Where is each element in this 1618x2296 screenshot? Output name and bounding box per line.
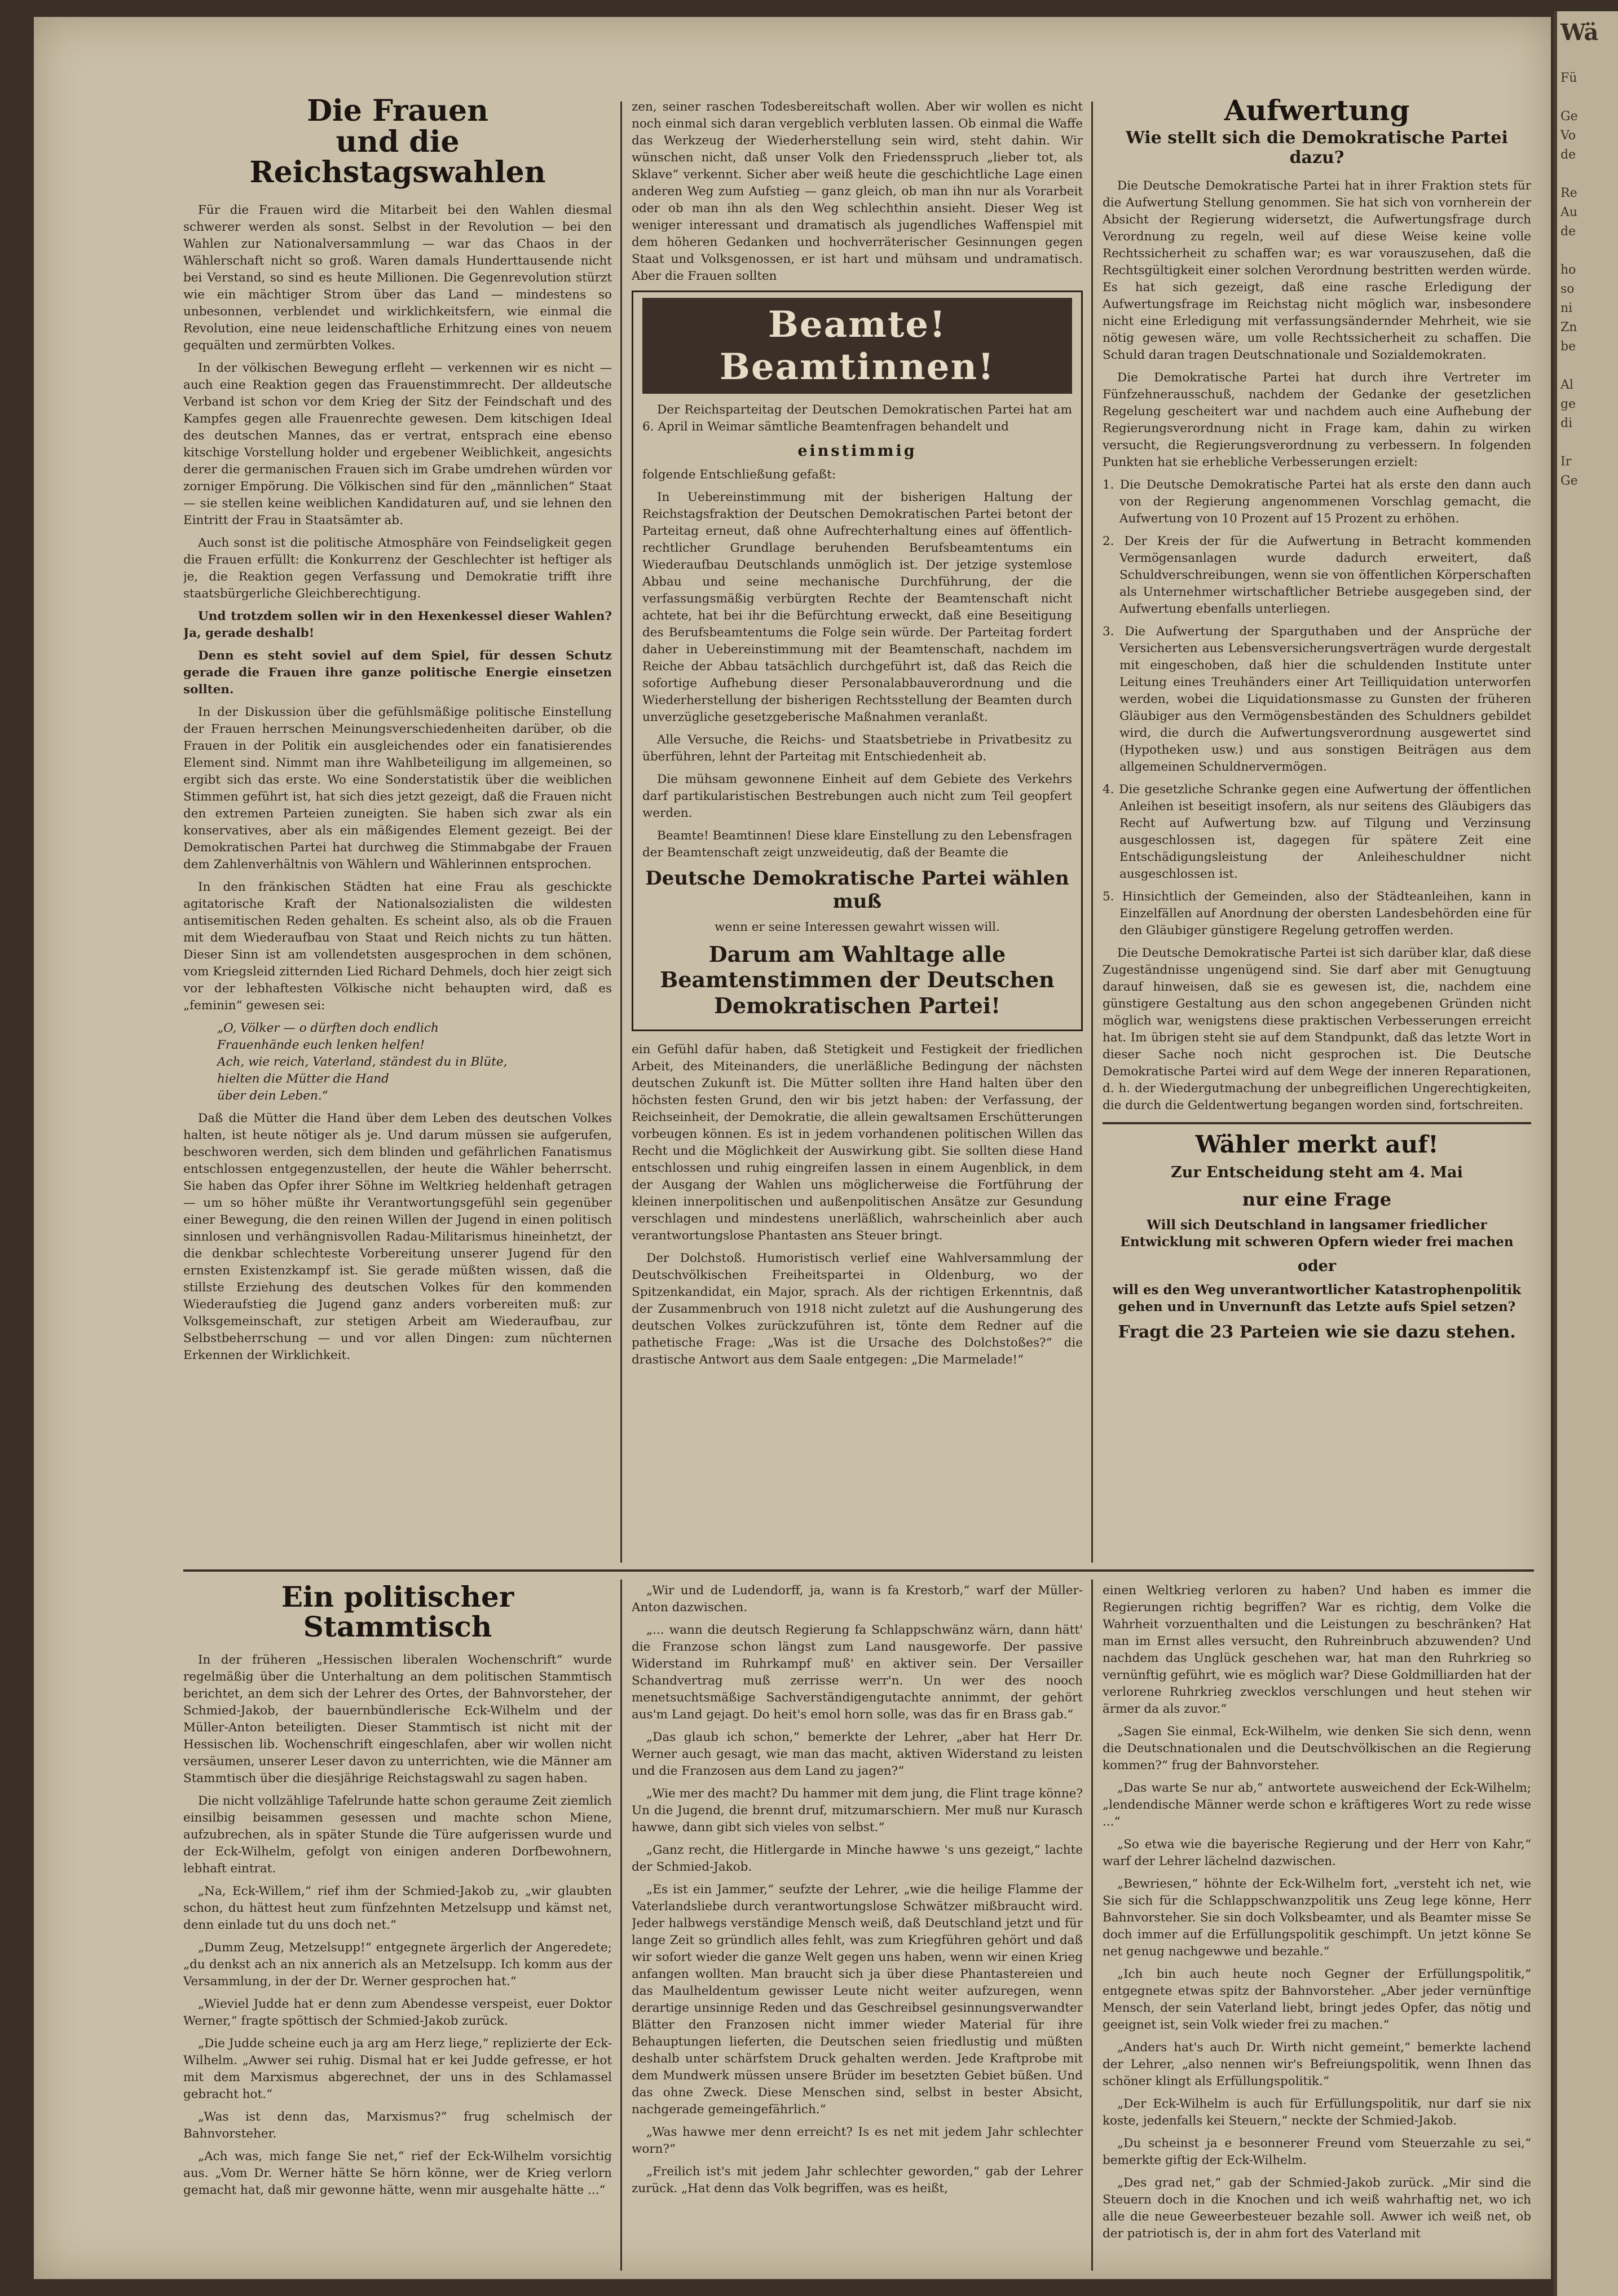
table-p5: „Wieviel Judde hat er denn zum Abendesse verspeist, euer Doktor Werner,“ fragte spöttisch der Schmied-Jakob zurück. [183,1997,612,2028]
edge-fragment: Re [1560,186,1577,200]
edge-fragment: de [1560,225,1576,239]
section-rule [1103,1122,1531,1124]
officials-p2: Alle Versuche, die Reichs- und Staatsbetriebe in Privatbesitz zu überführen, lehnt der Parteitag mit Entschiedenheit ab. [642,733,1072,764]
voters-line6: Fragt die 23 Parteien wie sie dazu stehen. [1118,1322,1516,1342]
edge-fragment: Vo [1560,129,1576,143]
table-c3p10: „Des grad net,“ gab der Schmied-Jakob zurück. „Mir sind die Steuern doch in die Knochen und ich weiß wahrhaftig net, wo ich alle die neue Geweerbesteuer bezahle soll. Awwer ich weiß net, ob der patriotisch is, der in ahm fort des Vaterland mit [1103,2176,1531,2241]
col2-bottom-p2: Der Dolchstoß. Humoristisch verlief eine Wahlversammlung der Deutschvölkischen Freiheitspartei in Oldenburg, wo der Spitzenkandidat, ein Major, sprach. Als der richtigen Erkenntnis, daß der Zusammenbruch von 1918 nicht zuletzt auf die Aushungerung des deutschen Volkes zurückzuführen ist, tönte dem Redner auf die pathetische Frage: „Was ist die Ursache des Dolchstoßes?“ die drastische Antwort aus dem Saale entgegen: „Die Marmelade!“ [632,1251,1083,1367]
revaluation-p1: Die Deutsche Demokratische Partei hat in ihrer Fraktion stets für die Aufwertung Stellung genommen. Sie hat sich von vornherein der Absicht der Regierung widersetzt, die Aufwertungsfrage durch Verordnung zu regeln, weil auf diese Weise keine volle Rechtssicherheit zu schaffen war; es war vorauszusehen, daß die Rechtsgültigkeit einer solchen Verordnung bestritten werden würde. Es hat sich gezeigt, daß eine rasche Erledigung der Aufwertungsfrage im Reichstag nicht möglich war, insbesondere nicht eine Erledigung mit verfassungsändernder Mehrheit, wie sie nötig gewesen wäre, um volle Rechtssicherheit zu schaffen. Die Schuld daran tragen Deutschnationale und Sozialdemokraten. [1103,178,1531,362]
article-table-col2 [632,1582,1083,2271]
table-c2p2: „... wann die deutsch Regierung fa Schlappschwänz wärn, dann hätt' die Franzose schon längst zum Land nausgeworfe. Der passive Widerstand im Ruhrkampf muß' en aktiver sein. Der Versailler Schandvertrag muß zerrisse werr'n. Un wer des nooch menetsuchtsmäßige Sachverständigengutachte annimmt, der gehört aus'm Land gejagt. Do heit's emol horn solle, was das fir en Brass gab.“ [632,1623,1083,1722]
article-women-title-1: Die Frauen [307,96,488,128]
revaluation-title: Aufwertung [1224,96,1410,127]
table-p8: „Ach was, mich fange Sie net,“ rief der Eck-Wilhelm vorsichtig aus. „Vom Dr. Werner hätte Se hörn könne, wer de Krieg verlorn gemacht hat, daß mir gewonne hätte, wenn mir ausgehalte hätte ...“ [183,2149,612,2197]
article-women-p7: In den fränkischen Städten hat eine Frau als geschickte agitatorische Kraft der Nationalsozialisten die wildesten antisemitischen Reden gehalten. Es scheint also, als ob die Frauen mit dem Wiederaufbau von Staat und Reich nichts zu tun hätten. Dieser Sinn ist am vollendetsten ausgesprochen in dem schönen, vom Kriegsleid zitternden Lied Richard Dehmels, doch hier zeigt sich vor der lebhaftesten Völkische nicht behaupten wird, daß es „feminin“ gewesen sei: [183,879,612,1013]
table-c2p8: „Freilich ist's mit jedem Jahr schlechter geworden,“ gab der Lehrer zurück. „Hat denn das Volk begriffen, was es heißt, [632,2165,1083,2196]
officials-box [632,291,1083,1031]
article-women-p1: Für die Frauen wird die Mitarbeit bei den Wahlen diesmal schwerer werden als sonst. Selbst in der Revolution — bei den Wahlen zur Nationalversammlung — war das Chaos in der Wählerschaft nicht so groß. Waren damals Hunderttausende nicht bei Verstand, so sind es heute Millionen. Die Gegenrevolution stürzt wie ein mächtiger Strom über das Land — mindestens so unbesonnen, verblendet und wirklichkeitsfern, wie einmal die Revolution, eine neue leidenschaftliche Erhitzung eines von neuem gequälten und zermürbten Volkes. [183,203,612,353]
table-p4: „Dumm Zeug, Metzelsupp!“ entgegnete ärgerlich der Angeredete; „du denkst ach an nix annerich als an Metzelsupp. Ich komm aus der Versammlung, in der der Dr. Werner gesprochen hat.“ [183,1941,612,1989]
edge-fragments [1557,11,1618,495]
table-p7: „Was ist denn das, Marxismus?“ frug schelmisch der Bahnvorsteher. [183,2110,612,2141]
edge-fragment: ge [1560,397,1576,411]
revaluation-item: 1. Die Deutsche Demokratische Partei hat als erste den dann auch von der Regierung angenommenen Vorschlag gemacht, die Aufwertung von 10 Prozent auf 15 Prozent zu erhöhen. [1103,477,1531,526]
table-c2p4: „Wie mer des macht? Du hammer mit dem jung, die Flint trage könne? Un die Jugend, die brennt druf, mitzumarschiern. Mer muß nur Kurasch hawwe, dann gibt sich vieles von selbst.“ [632,1787,1083,1835]
article-revaluation [1103,96,1531,1563]
article-women-p8: Daß die Mütter die Hand über dem Leben des deutschen Volkes halten, ist heute nötiger als je. Und darum müssen sie aufgerufen, beschworen werden, sich dem blinden und gefährlichen Fanatismus entschlossen entgegenzustellen, der heute die Wähler beherrscht. Sie haben das Opfer ihrer Söhne im Weltkrieg heldenhaft getragen — um so höher müßte ihr Verantwortungsgefühl sein gegenüber einer Bewegung, die den reinen Willen der Jugend in einen politisch sinnlosen und verhängnisvollen Radau-Militarismus hineinhetzt, der die denkbar schlechteste Vorbereitung unserer Jugend für den ernsten Existenzkampf ist. Sie gerade müßten wissen, daß die stillste Erziehung des deutschen Volkes für den kommenden Wiederaufstieg die Jugend ganz anders vorbereiten muß: zur Volksgemeinschaft, zur stetigen Arbeit am Wiederaufbau, zur Selbstbeherrschung — und vor allen Dingen: zum nüchternen Erkennen der Wirklichkeit. [183,1111,612,1362]
edge-fragment: Al [1560,378,1573,392]
table-c3p4: „So etwa wie die bayerische Regierung und der Herr von Kahr,“ warf der Lehrer lächelnd dazwischen. [1103,1837,1531,1868]
article-women-p5: Denn es steht soviel auf dem Spiel, für dessen Schutz gerade die Frauen ihre ganze politische Energie einsetzen sollten. [183,648,612,697]
table-c3p6: „Ich bin auch heute noch Gegner der Erfüllungspolitik,“ entgegnete etwas spitz der Bahnvorsteher. „Aber jeder vernünftige Mensch, der sein Vaterland liebt, bringt jedes Opfer, das nötig und geeignet ist, sein Volk wieder frei zu machen.“ [1103,1967,1531,2032]
officials-p4: Beamte! Beamtinnen! Diese klare Einstellung zu den Lebensfragen der Beamtenschaft zeigt unzweideutig, daß der Beamte die [642,829,1072,860]
table-c3p5: „Bewriesen,“ höhnte der Eck-Wilhelm fort, „versteht ich net, wie Sie sich für die Schlappschwanzpolitik uns Zeug lege könne, Herr Bahnvorsteher. Sie sin doch Volksbeamter, und als Beamter misse Se doch immer auf die Erfüllungspolitik geschimpft. Un jetzt könne Se net genug nachgewwe und bezahle.“ [1103,1877,1531,1959]
edge-fragment: Fü [1560,71,1577,85]
officials-big1: Deutsche Demokratische Partei wählen muß [645,867,1069,913]
edge-fragment [1560,433,1618,452]
table-c3p3: „Das warte Se nur ab,“ antwortete ausweichend der Eck-Wilhelm; „lendendische Männer werde schon e kräftigeres Wort zu rede wisse ...“ [1103,1781,1531,1829]
edge-fragment: ni [1560,301,1573,315]
article-table-col3 [1103,1582,1531,2271]
edge-fragment: Au [1560,205,1578,219]
table-c3p9: „Du scheinst ja e besonnerer Freund vom Steuerzahle zu sei,“ bemerkte giftig der Eck-Wilhelm. [1103,2136,1531,2167]
officials-big2: Darum am Wahltage alle Beamtenstimmen der Deutschen Demokratischen Partei! [660,941,1055,1018]
voters-line4: oder [1297,1257,1337,1275]
article-women [183,96,612,1540]
officials-intro2: folgende Entschließung gefaßt: [642,468,836,482]
table-p1: In der früheren „Hessischen liberalen Wochenschrift“ wurde regelmäßig über die Unterhaltung an dem politischen Stammtisch berichtet, an dem sich der Lehrer des Ortes, der Bahnvorsteher, der Schmied-Jakob, der bauernbündlerische Eck-Wilhelm und der Müller-Anton beteiligten. Dieser Stammtisch ist nicht mit der Hessischen lib. Wochenschrift eingeschlafen, aber wir wollen nicht versäumen, unserer Leser davon zu unterrichten, wie die Männer am Stammtisch über die diesjährige Reichstagswahl zu sagen haben. [183,1653,612,1785]
voters-line1: Zur Entscheidung steht am 4. Mai [1171,1163,1463,1181]
article-women-p2: In der völkischen Bewegung erfleht — verkennen wir es nicht — auch eine Reaktion gegen das Frauenstimmrecht. Der alldeutsche Verband ist schon vor dem Krieg der Sitz der Feindschaft und des Kampfes gegen alle Frauenrechte gewesen. Dem kitschigen Ideal des deutschen Mannes, das er vertrat, entsprach eine ebenso kitschige Vorstellung holder und ergebener Weiblichkeit, angesichts derer die germanischen Frauen sich im Grabe umdrehen würden vor zorniger Empörung. Die Völkischen sind für den „männlichen“ Staat — sie stellen keine weiblichen Kandidaturen auf, und sie lehnen den Eintritt der Frau in Staatsämter ab. [183,360,612,527]
col2-bottom-p1: ein Gefühl dafür haben, daß Stetigkeit und Festigkeit der friedlichen Arbeit, des Miteinanders, die unerläßliche Bedingung der nächsten deutschen Zukunft ist. Die Mütter sollten ihre Hand halten über den höchsten festen Grund, den wir bis jetzt haben: der Verfassung, der Reichseinheit, der Demokratie, die allein gewaltsamen Erschütterungen vorbeugen können. Es ist in jedem vorhandenen politischen Willen das Recht und die Möglichkeit der Auswirkung gibt. Sie sollten diese Hand entschlossen und ruhig eingreifen lassen in einem Augenblick, in dem der Ausgang der Wahlen uns möglicherweise die Fortführung der kleinen innerpolitischen und außenpolitischen Ansätze zur Gesundung verschlagen und mindestens unerläßlich, wahrscheinlich aber auch verantwortungslose Phantasten ans Steuer bringt. [632,1043,1083,1243]
officials-unanimous: einstimmig [797,442,917,460]
edge-fragment: Ir [1560,455,1572,469]
table-c2p5: „Ganz recht, die Hitlergarde in Minche hawwe 's uns gezeigt,“ lachte der Schmied-Jakob. [632,1843,1083,1874]
officials-p3: Die mühsam gewonnene Einheit auf dem Gebiete des Verkehrs darf partikularistischen Bestrebungen auch nicht zum Teil geopfert werden. [642,772,1072,821]
newspaper-page [34,17,1551,2279]
article-table-col1 [183,1582,612,2271]
column-rule [620,102,622,1563]
revaluation-item: 3. Die Aufwertung der Sparguthaben und der Ansprüche der Versicherten aus Lebensversicherungsverträgen wurde dergestalt mit eingeschoben, daß hier die schuldenden Institute unter Leitung eines Treuhänders einer Art Teilliquidation unterworfen werden, wobei die Liquidationsmasse zu Gunsten der früheren Gläubiger aus den Vermögensbeständen des Schuldners gebildet wird, die durch die Aufwertungsverordnung ausgewertet sind (Hypotheken usw.) und aus sonstigen Beiträgen aus dem allgemeinen Schuldnervermögen. [1103,624,1531,774]
column-rule [1091,102,1093,1563]
voters-line5: will es den Weg unverantwortlicher Katastrophenpolitik gehen und in Unvernunft das Letzte aufs Spiel setzen? [1112,1282,1522,1315]
voters-box [1103,1132,1531,1343]
officials-p5: wenn er seine Interessen gewahrt wissen will. [715,920,1000,934]
voters-title: Wähler merkt auf! [1195,1130,1439,1158]
edge-fragment [1560,165,1618,184]
table-p2: Die nicht vollzählige Tafelrunde hatte schon geraume Zeit ziemlich einsilbig beisammen gesessen und machte schon Miene, aufzubrechen, als in später Stunde die Türe aufgerissen wurde und der Eck-Wilhelm, gefolgt von einigen anderen Dorfbewohnern, lebhaft eintrat. [183,1794,612,1876]
edge-fragment: Wä [1560,19,1599,46]
officials-banner: Beamte! Beamtinnen! [642,298,1072,394]
officials-intro: Der Reichsparteitag der Deutschen Demokratischen Partei hat am 6. April in Weimar sämtliche Beamtenfragen behandelt und [642,403,1072,434]
edge-fragment: Ge [1560,474,1578,488]
table-c3p1: einen Weltkrieg verloren zu haben? Und haben es immer die Regierungen richtig begriffen? War es richtig, dem Volke die Wahrheit vorzuenthalten und die Leistungen zu beschränken? Hat man im Ernst alles versucht, den Ruhreinbruch abzuwenden? Und nachdem das Unglück geschehen war, hat man den Ruhrkrieg so vernünftig geführt, wie es möglich war? Diese Goldmilliarden hat der verlorene Ruhrkrieg zwecklos verschlungen und heut stehen wir ärmer da als zuvor.“ [1103,1584,1531,1716]
edge-fragment: Zn [1560,320,1577,335]
edge-fragment [1560,357,1618,376]
col2-top-text: zen, seiner raschen Todesbereitschaft wollen. Aber wir wollen es nicht noch einmal sich daran vergeblich verbluten lassen. Ob einmal die Waffe das Werkzeug der Wiederherstellung sein wird, steht dahin. Wir wünschen nicht, daß unser Volk den Friedensspruch „lieber tot, als Sklave“ verkennt. Sicher aber weiß heute die geschichtliche Lage einen anderen Weg zum Aufstieg — ganz gleich, ob man ihn nur als Vorarbeit oder ob man ihn als den Weg schlechthin ansieht. Dieser Weg ist weniger interessant und dramatisch als jugendliches Waffenspiel mit dem höheren Gedanken und hochverräterischer Gesinnungen gegen Staat und Volksgenossen, er ist hart und mühsam und undramatisch. Aber die Frauen sollten [632,100,1083,283]
revaluation-item: 5. Hinsichtlich der Gemeinden, also der Städteanleihen, kann in Einzelfällen auf Anordnung der obersten Landesbehörden eine für den Gläubiger günstigere Regelung getroffen werden. [1103,889,1531,938]
section-rule [183,1569,1534,1572]
table-c2p6: „Es ist ein Jammer,“ seufzte der Lehrer, „wie die heilige Flamme der Vaterlandsliebe durch verantwortungslose Schwätzer mißbraucht wird. Jeder halbwegs verständige Mensch weiß, daß Deutschland jetzt und für lange Zeit so gründlich alles fehlt, was zum Kriegführen gehört und daß wir sofort wieder die ganze Welt gegen uns haben, wenn wir einen Krieg anfangen wollten. Man braucht sich ja über diese Phantastereien und das Maulheldentum gewisser Leute nicht weiter aufzuregen, wenn derartige unsinnige Reden und das Geschreibsel gesinnungsverwandter Blätter den Franzosen nicht immer wieder Material für ihre Behauptungen lieferten, die Deutschen seien friedlustig und müßten deshalb unter schärfstem Druck gehalten werden. Jede Kraftprobe mit dem Mundwerk müssen unsere Brüder im besetzten Gebiet büßen. Und das ohne Zweck. Diese Menschen sind, selbst in bester Absicht, nachgerade gemeingefährlich.“ [632,1882,1083,2117]
officials-p1: In Uebereinstimmung mit der bisherigen Haltung der Reichstagsfraktion der Deutschen Demokratischen Partei betont der Parteitag erneut, daß ohne Aufrechterhaltung eines auf öffentlich-rechtlicher Grundlage beruhenden Berufsbeamtentums ein Wiederaufbau Deutschlands unmöglich ist. Der jetzige systemlose Abbau und seine mechanische Durchführung, der die verfassungsmäßig verbürgten Rechte der Beamtenschaft nicht achtete, hat bei ihr die Befürchtung erweckt, daß eine Beseitigung des Berufsbeamtentums die Folge sein würde. Der Parteitag fordert daher in Uebereinstimmung mit der Beamtenschaft, nachdem im Reiche der Abbau tatsächlich durchgeführt ist, daß das Reich die sofortige Aufhebung dieser Personalabbauverordnung und die Wiederherstellung der bisherigen Rechtsstellung der Beamten durch unverzügliche gesetzgeberische Maßnahmen veranlaßt. [642,490,1072,725]
edge-fragment: be [1560,340,1576,354]
revaluation-item: 2. Der Kreis der für die Aufwertung in Betracht kommenden Vermögensanlagen wurde dadurch erweitert, daß Schuldverschreibungen, wenn sie von öffentlichen Körperschaften als Unternehmer wirtschaftlicher Betriebe ausgegeben sind, der Aufwertung ebenfalls unterliegen. [1103,534,1531,616]
edge-fragment [1560,50,1618,69]
table-c3p7: „Anders hat's auch Dr. Wirth nicht gemeint,“ bemerkte lachend der Lehrer, „also nennen wir's Befreiungspolitik, wenn Ihnen das schöner klingt als Erfüllungspolitik.“ [1103,2040,1531,2088]
table-c2p1: „Wir und de Ludendorff, ja, wann is fa Krestorb,“ warf der Müller-Anton dazwischen. [632,1584,1083,1615]
article-women-p3: Auch sonst ist die politische Atmosphäre von Feindseligkeit gegen die Frauen erfüllt: die Konkurrenz der Geschlechter ist heftiger als je, die Reaktion gegen Verfassung und Demokratie trifft ihre staatsbürgerliche Gleichberechtigung. [183,535,612,601]
edge-fragment [1560,241,1618,261]
edge-fragment: Ge [1560,109,1578,124]
article-women-p4: Und trotzdem sollen wir in den Hexenkessel dieser Wahlen? Ja, gerade deshalb! [183,609,612,640]
article-women-p6: In der Diskussion über die gefühlsmäßige politische Einstellung der Frauen herrschen Meinungsverschiedenheiten darüber, ob die Frauen in der Politik ein ausgleichendes oder ein fanatisierendes Element sind. Nimmt man ihre Wahlbeteiligung im allgemeinen, so ergibt sich das erste. Wo eine Sonderstatistik über die weiblichen Stimmen geführt ist, hat sich dies jetzt gezeigt, daß die Frauen nicht den extremen Parteien zuneigten. Sie haben sich zwar als ein konservatives, aber als ein mäßigendes Element gezeigt. Bei der Demokratischen Partei hat durchweg die Stimmabgabe der Frauen dem Zahlenverhältnis von Wählern und Wählerinnen entsprochen. [183,705,612,872]
edge-fragment: di [1560,416,1573,430]
table-c3p8: „Der Eck-Wilhelm is auch für Erfüllungspolitik, nur darf sie nix koste, jedenfalls kei Steuern,“ neckte der Schmied-Jakob. [1103,2097,1531,2128]
edge-fragment [1560,88,1618,107]
edge-fragment: ho [1560,263,1576,277]
table-title: Ein politischer Stammtisch [281,1582,514,1643]
revaluation-subtitle: Wie stellt sich die Demokratische Partei dazu? [1126,127,1508,168]
revaluation-p3: Die Deutsche Demokratische Partei ist sich darüber klar, daß diese Zugeständnisse ungenügend sind. Sie darf aber mit Genugtuung darauf hinweisen, daß sie es gewesen ist, die, nachdem eine günstigere Gestaltung aus den schon angegebenen Gründen nicht möglich war, wenigstens diese praktischen Verbesserungen erreicht hat. Im übrigen steht sie auf dem Standpunkt, daß das letzte Wort in dieser Sache noch nicht gesprochen ist. Die Deutsche Demokratische Partei wird auf dem Wege der inneren Reparationen, d. h. der Wiedergutmachung der unbegreiflichen Ungerechtigkeiten, die durch die Geldentwertung begangen worden sind, fortschreiten. [1103,945,1531,1112]
voters-line3: Will sich Deutschland in langsamer friedlicher Entwicklung mit schweren Opfern wieder frei machen [1120,1217,1514,1250]
article-women-title-2: und die Reichstagswahlen [249,124,546,190]
table-c2p7: „Was hawwe mer denn erreicht? Is es net mit jedem Jahr schlechter worn?“ [632,2125,1083,2156]
table-p3: „Na, Eck-Willem,“ rief ihm der Schmied-Jakob zu, „wir glaubten schon, du hättest heut zum fünfzehnten Metzelsupp und kämst net, denn einlade tut du uns doch net.“ [183,1884,612,1932]
edge-fragment: de [1560,148,1576,162]
voters-line2: nur eine Frage [1242,1188,1392,1210]
column-rule [620,1580,622,2271]
adjacent-page-edge [1554,11,1618,2296]
revaluation-p2: Die Demokratische Partei hat durch ihre Vertreter im Fünfzehnerausschuß, nachdem der Gedanke der gesetzlichen Regelung gescheitert war und nachdem auch eine Aufhebung der Regierungsverordnung nicht in Frage kam, dahin zu wirken versucht, die Regierungsverordnung zu verbessern. In folgenden Punkten hat sie erhebliche Verbesserungen erzielt: [1103,370,1531,469]
column-rule [1091,1580,1093,2271]
edge-fragment: so [1560,282,1575,296]
column-middle [632,99,1083,1563]
table-c2p3: „Das glaub ich schon,“ bemerkte der Lehrer, „aber hat Herr Dr. Werner auch gesagt, wie man das macht, aktiven Widerstand zu leisten und die Franzosen aus dem Land zu jagen?“ [632,1730,1083,1778]
table-p6: „Die Judde scheine euch ja arg am Herz liege,“ replizierte der Eck-Wilhelm. „Awwer sei ruhig. Dismal hat er kei Judde gefresse, er hot mit dem Marxismus abgerechnet, der uns in des Schlamassel gebracht hot.“ [183,2037,612,2101]
revaluation-item: 4. Die gesetzliche Schranke gegen eine Aufwertung der öffentlichen Anleihen ist beseitigt insofern, als nur seitens des Gläubigers das Recht auf Aufwertung bzw. auf Tilgung und Verzinsung ausgeschlossen ist, dagegen für spätere Zeit eine Entschädigungsleistung der Anleiheschuldner nicht ausgeschlossen ist. [1103,782,1531,881]
article-women-poem: „O, Völker — o dürften doch endlich Frauenhände euch lenken helfen! Ach, wie reich, Vaterland, ständest du in Blüte, hielten die Mütter die Hand über dein Leben.“ [217,1021,508,1103]
table-c3p2: „Sagen Sie einmal, Eck-Wilhelm, wie denken Sie sich denn, wenn die Deutschnationalen und die Deutschvölkischen an die Regierung kommen?“ frug der Bahnvorsteher. [1103,1725,1531,1772]
